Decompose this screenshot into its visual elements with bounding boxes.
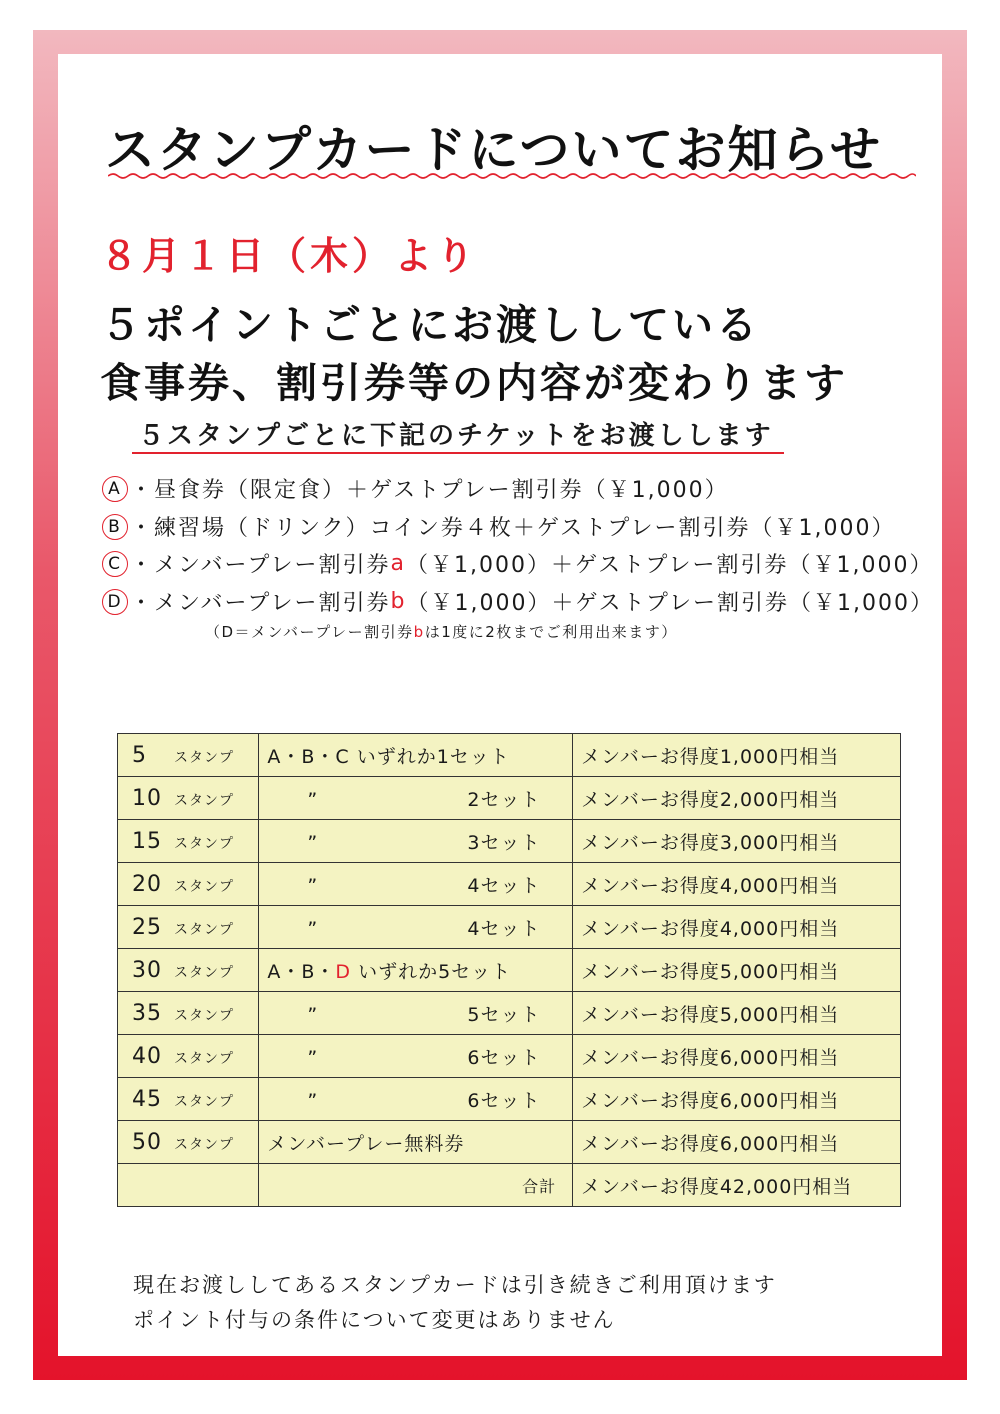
reward-set-cell: [259, 734, 573, 777]
reward-set-cell: [259, 949, 573, 992]
value-cell: メンバーお得度4,000円相当: [573, 906, 901, 949]
value-cell: メンバーお得度6,000円相当: [573, 1078, 901, 1121]
option-mark: a: [390, 551, 406, 576]
note-text: （D＝メンバープレー割引券: [205, 623, 414, 641]
empty-cell: [118, 1164, 259, 1207]
option-text: ・メンバープレー割引券: [130, 591, 391, 616]
value-cell: メンバーお得度5,000円相当: [573, 992, 901, 1035]
page-title: スタンプカードについてお知らせ: [105, 121, 882, 179]
option-d: [102, 586, 934, 617]
stamp-count: 25: [132, 914, 162, 940]
option-text: ・昼食券（限定食）＋ゲストプレー割引券（￥1,000）: [130, 478, 729, 503]
option-letter-circle: D: [102, 589, 128, 615]
option-c: [102, 548, 934, 579]
stamp-count: 35: [132, 1000, 162, 1026]
title-wavy-underline: [108, 172, 916, 180]
reward-set-cell: [259, 863, 573, 906]
option-text-after: （￥1,000）＋ゲストプレー割引券（￥1,000）: [406, 591, 934, 616]
reward-set-cell: [259, 1078, 573, 1121]
reward-set-cell: [259, 820, 573, 863]
option-d-note: [205, 621, 678, 642]
ditto-mark: ”: [307, 917, 319, 940]
table-row: [118, 906, 901, 949]
headline-line-1: ５ポイントごとにお渡ししている: [100, 301, 760, 349]
ditto-mark: ”: [307, 1003, 319, 1026]
option-text-after: （￥1,000）＋ゲストプレー割引券（￥1,000）: [405, 553, 934, 578]
stamp-unit: スタンプ: [174, 1136, 234, 1153]
table-row: [118, 820, 901, 863]
stamp-unit: スタンプ: [174, 1050, 234, 1067]
stamp-count-cell: [118, 1035, 259, 1078]
ditto-mark: ”: [307, 1046, 319, 1069]
stamp-count-cell: [118, 777, 259, 820]
set-count: 6セット: [467, 1089, 541, 1112]
total-value-cell: メンバーお得度42,000円相当: [573, 1164, 901, 1207]
stamp-unit: スタンプ: [174, 792, 234, 809]
value-cell: メンバーお得度3,000円相当: [573, 820, 901, 863]
stamp-count: 40: [132, 1043, 162, 1069]
set-count: 4セット: [467, 874, 541, 897]
reward-set: メンバープレー無料券: [267, 1132, 465, 1155]
reward-set-cell: [259, 777, 573, 820]
subheading-underline: [132, 452, 784, 454]
stamp-count: 10: [132, 785, 162, 811]
stamp-count: 15: [132, 828, 162, 854]
option-letter-circle: C: [102, 551, 128, 577]
stamp-count-cell: [118, 992, 259, 1035]
total-label: 合計: [522, 1176, 557, 1196]
ditto-mark: ”: [307, 788, 319, 811]
option-b: [102, 511, 895, 542]
option-a: [102, 473, 729, 504]
stamp-count-cell: [118, 863, 259, 906]
table-row: [118, 949, 901, 992]
stamp-count-cell: [118, 1078, 259, 1121]
ditto-mark: ”: [307, 1089, 319, 1112]
stamp-count-cell: [118, 1121, 259, 1164]
stamp-unit: スタンプ: [174, 749, 234, 766]
option-letter-circle: B: [102, 514, 128, 540]
value-cell: メンバーお得度1,000円相当: [573, 734, 901, 777]
table-row: [118, 863, 901, 906]
stamp-unit: スタンプ: [174, 878, 234, 895]
reward-set: A・B・: [267, 960, 336, 983]
table-row: [118, 777, 901, 820]
stamp-unit: スタンプ: [174, 964, 234, 981]
total-label-cell: [259, 1164, 573, 1207]
stamp-unit: スタンプ: [174, 835, 234, 852]
set-count: 2セット: [467, 788, 541, 811]
ditto-mark: ”: [307, 874, 319, 897]
table-row: [118, 1078, 901, 1121]
set-count: 4セット: [467, 917, 541, 940]
stamp-unit: スタンプ: [174, 1007, 234, 1024]
subheading: ５スタンプごとに下記のチケットをお渡しします: [138, 421, 774, 451]
ditto-mark: ”: [307, 831, 319, 854]
option-letter-circle: A: [102, 476, 128, 502]
table-row: [118, 1121, 901, 1164]
value-cell: メンバーお得度5,000円相当: [573, 949, 901, 992]
reward-set-cell: [259, 1035, 573, 1078]
stamp-count: 45: [132, 1086, 162, 1112]
reward-set: A・B・C いずれか1セット: [267, 745, 510, 768]
stamp-unit: スタンプ: [174, 1093, 234, 1110]
note-text-after: は1度に2枚までご利用出来ます）: [424, 623, 678, 641]
set-count: 6セット: [467, 1046, 541, 1069]
value-cell: メンバーお得度6,000円相当: [573, 1035, 901, 1078]
headline-line-2: 食事券、割引券等の内容が変わります: [100, 359, 848, 407]
table-row: [118, 734, 901, 777]
stamp-count: 50: [132, 1129, 162, 1155]
option-text: ・メンバープレー割引券: [130, 553, 391, 578]
reward-set-mark: D: [335, 960, 352, 983]
stamp-reward-table: [117, 733, 901, 1207]
table-row: [118, 992, 901, 1035]
stamp-count-cell: [118, 949, 259, 992]
reward-set-cell: [259, 1121, 573, 1164]
set-count: 3セット: [467, 831, 541, 854]
footer-line-1: 現在お渡ししてあるスタンプカードは引き続きご利用頂けます: [133, 1273, 777, 1297]
reward-set-after: いずれか5セット: [351, 960, 512, 983]
stamp-count-cell: [118, 820, 259, 863]
reward-set-cell: [259, 992, 573, 1035]
total-row: [118, 1164, 901, 1207]
value-cell: メンバーお得度2,000円相当: [573, 777, 901, 820]
stamp-unit: スタンプ: [174, 921, 234, 938]
option-text: ・練習場（ドリンク）コイン券４枚＋ゲストプレー割引券（￥1,000）: [130, 516, 896, 541]
note-mark: b: [413, 623, 425, 641]
set-count: 5セット: [467, 1003, 541, 1026]
stamp-count: 30: [132, 957, 162, 983]
option-mark: b: [390, 589, 407, 614]
effective-date: ８月１日（木）より: [100, 234, 479, 278]
stamp-count: 5: [132, 742, 147, 768]
value-cell: メンバーお得度6,000円相当: [573, 1121, 901, 1164]
stamp-count-cell: [118, 906, 259, 949]
stamp-count: 20: [132, 871, 162, 897]
table-row: [118, 1035, 901, 1078]
footer-line-2: ポイント付与の条件について変更はありません: [133, 1308, 616, 1332]
stamp-count-cell: [118, 734, 259, 777]
reward-set-cell: [259, 906, 573, 949]
value-cell: メンバーお得度4,000円相当: [573, 863, 901, 906]
